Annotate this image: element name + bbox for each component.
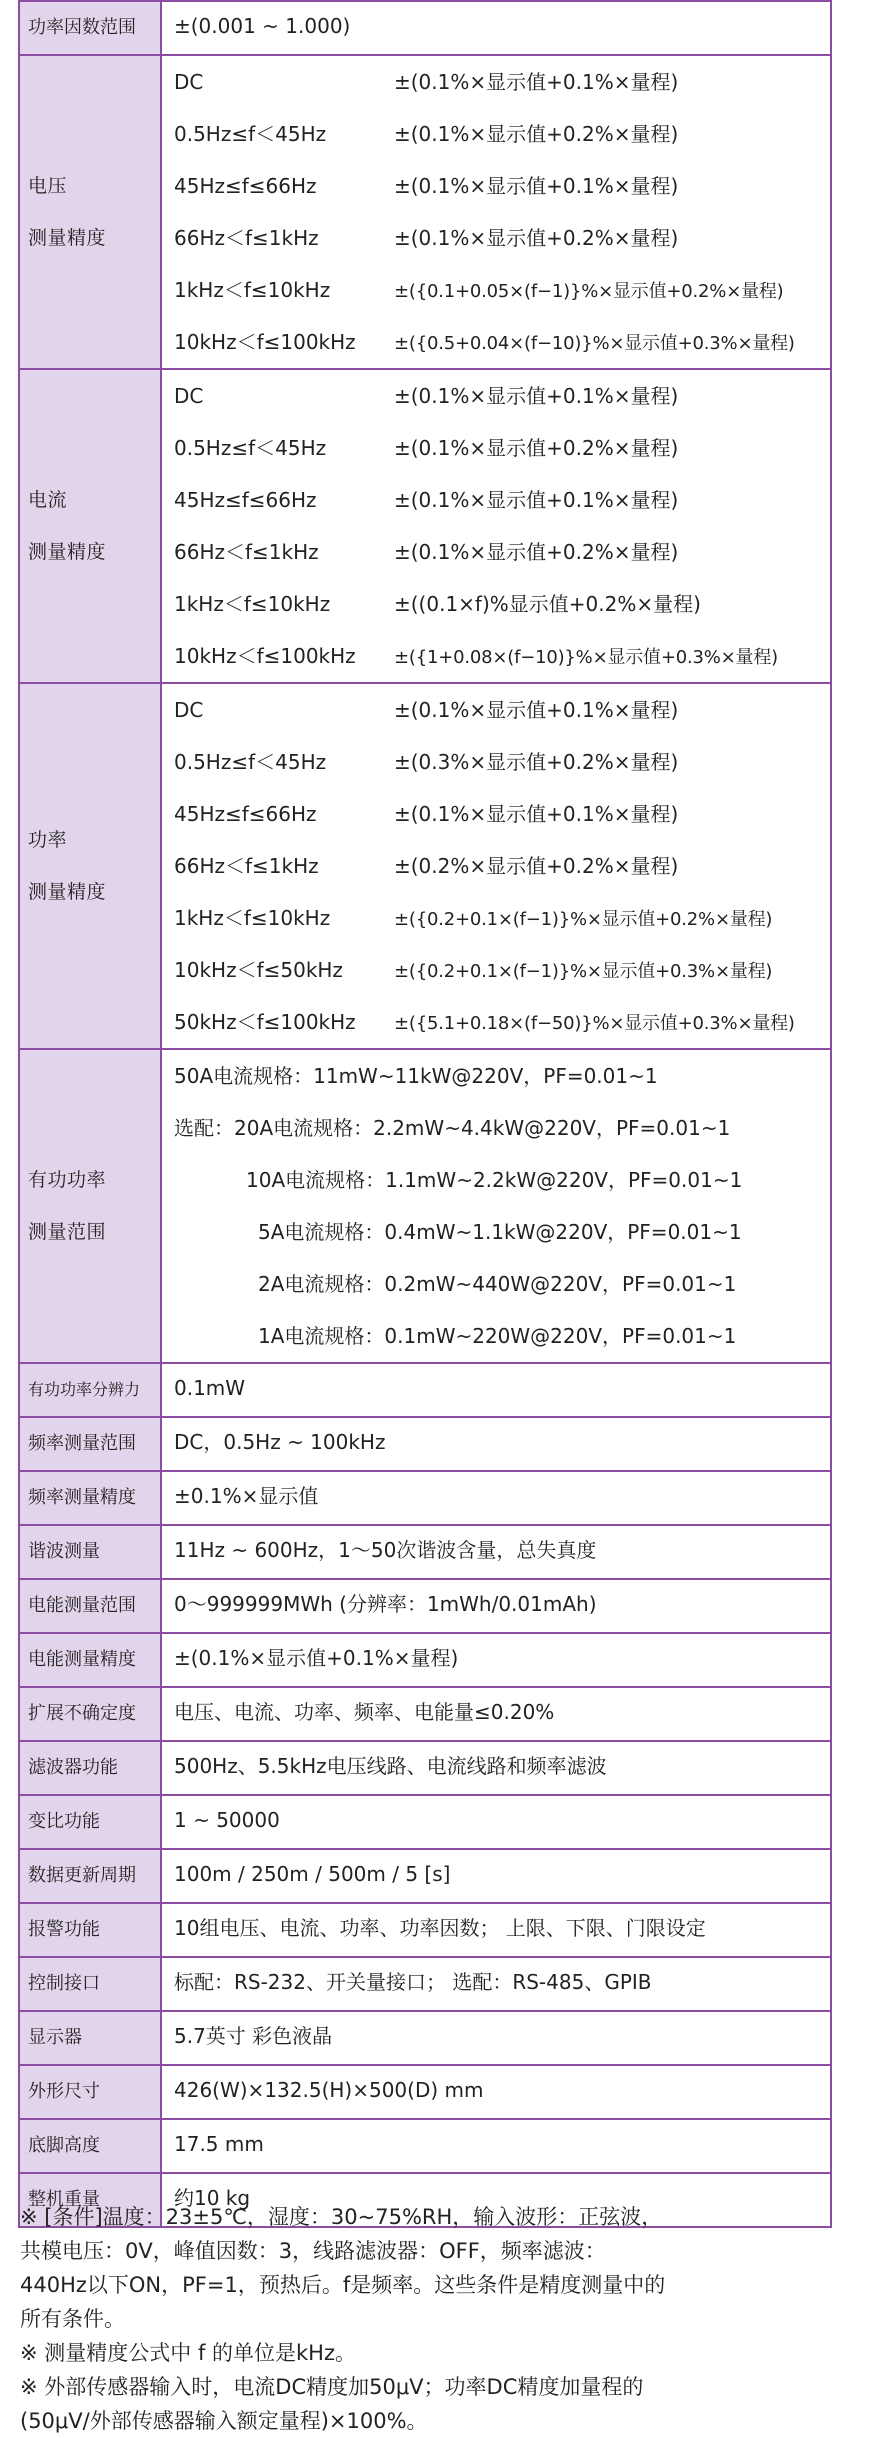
value-text: 0～999999MWh (分辨率：1mWh/0.01mAh) bbox=[174, 1592, 597, 1616]
row-value bbox=[161, 1579, 831, 1633]
table-row bbox=[19, 1471, 831, 1525]
list-item bbox=[174, 944, 830, 996]
list-item: 选配：20A电流规格：2.2mW~4.4kW@220V，PF=0.01~1 bbox=[174, 1116, 731, 1140]
formula: ±({0.2+0.1×(f−1)}%×显示值+0.2%×量程) bbox=[394, 909, 773, 930]
table-row bbox=[19, 369, 831, 683]
value-text: 1 ~ 50000 bbox=[174, 1808, 280, 1832]
row-value bbox=[161, 1795, 831, 1849]
table-row bbox=[19, 1849, 831, 1903]
freq-range: 0.5Hz≤f＜45Hz bbox=[174, 122, 327, 146]
freq-range: 10kHz＜f≤100kHz bbox=[174, 330, 356, 354]
label-line: 有功功率 bbox=[28, 1169, 107, 1191]
table-row bbox=[19, 1957, 831, 2011]
freq-range: 1kHz＜f≤10kHz bbox=[174, 592, 331, 616]
row-value bbox=[161, 1633, 831, 1687]
value-text: ±(0.1%×显示值+0.1%×量程) bbox=[174, 1646, 459, 1670]
list-item bbox=[174, 578, 830, 630]
row-value bbox=[161, 1687, 831, 1741]
row-value bbox=[161, 1471, 831, 1525]
row-label: 控制接口 bbox=[19, 1957, 161, 2011]
formula: ±(0.2%×显示值+0.2%×量程) bbox=[394, 854, 679, 878]
value-text: 17.5 mm bbox=[174, 2132, 264, 2156]
row-label bbox=[19, 683, 161, 1049]
formula: ±((0.1×f)%显示值+0.2%×量程) bbox=[394, 592, 701, 616]
list-item bbox=[174, 892, 830, 944]
formula: ±(0.1%×显示值+0.1%×量程) bbox=[394, 70, 679, 94]
list-item bbox=[174, 264, 830, 316]
value-text: 10组电压、电流、功率、功率因数； 上限、下限、门限设定 bbox=[174, 1916, 706, 1940]
freq-range: 0.5Hz≤f＜45Hz bbox=[174, 436, 327, 460]
table-row bbox=[19, 1741, 831, 1795]
table-row bbox=[19, 2011, 831, 2065]
label-line: 测量范围 bbox=[28, 1221, 107, 1243]
formula: ±(0.1%×显示值+0.2%×量程) bbox=[394, 436, 679, 460]
row-label: 谐波测量 bbox=[19, 1525, 161, 1579]
label-line: 测量精度 bbox=[28, 541, 107, 563]
footnotes bbox=[20, 2200, 820, 2438]
table-row bbox=[19, 2065, 831, 2119]
freq-range: 0.5Hz≤f＜45Hz bbox=[174, 750, 327, 774]
freq-range: DC bbox=[174, 384, 204, 408]
value-text: 标配：RS-232、开关量接口； 选配：RS-485、GPIB bbox=[174, 1970, 652, 1994]
freq-range: DC bbox=[174, 70, 204, 94]
list-item bbox=[174, 422, 830, 474]
formula: ±({0.2+0.1×(f−1)}%×显示值+0.3%×量程) bbox=[394, 961, 773, 982]
freq-range: 66Hz＜f≤1kHz bbox=[174, 854, 319, 878]
table-row bbox=[19, 1417, 831, 1471]
footnote-line: ※ [条件]温度：23±5℃，湿度：30~75%RH，输入波形：正弦波， bbox=[20, 2205, 663, 2229]
list-item: 1A电流规格：0.1mW~220W@220V，PF=0.01~1 bbox=[258, 1324, 737, 1348]
list-item bbox=[174, 370, 830, 422]
table-row bbox=[19, 1633, 831, 1687]
list-item bbox=[174, 630, 830, 682]
table-row bbox=[19, 1363, 831, 1417]
row-label: 频率测量精度 bbox=[19, 1471, 161, 1525]
formula: ±(0.1%×显示值+0.1%×量程) bbox=[394, 174, 679, 198]
list-item bbox=[174, 840, 830, 892]
spec-table bbox=[18, 0, 832, 2228]
formula: ±(0.1%×显示值+0.1%×量程) bbox=[394, 488, 679, 512]
table-row bbox=[19, 1049, 831, 1363]
label-line: 电压 bbox=[28, 175, 68, 197]
power-factor-value: ±(0.001 ~ 1.000) bbox=[174, 14, 351, 38]
footnote-line: (50μV/外部传感器输入额定量程)×100%。 bbox=[20, 2409, 428, 2433]
list-item: 5A电流规格：0.4mW~1.1kW@220V，PF=0.01~1 bbox=[258, 1220, 742, 1244]
row-label: 数据更新周期 bbox=[19, 1849, 161, 1903]
row-value bbox=[161, 2119, 831, 2173]
list-item bbox=[174, 108, 830, 160]
row-value bbox=[161, 2065, 831, 2119]
row-label: 扩展不确定度 bbox=[19, 1687, 161, 1741]
row-label: 功率因数范围 bbox=[19, 1, 161, 55]
row-label: 报警功能 bbox=[19, 1903, 161, 1957]
table-row bbox=[19, 1, 831, 55]
current-accuracy-cell bbox=[161, 369, 831, 683]
list-item: 10A电流规格：1.1mW~2.2kW@220V，PF=0.01~1 bbox=[246, 1168, 743, 1192]
label-line: 测量精度 bbox=[28, 227, 107, 249]
formula: ±(0.1%×显示值+0.2%×量程) bbox=[394, 226, 679, 250]
freq-range: 45Hz≤f≤66Hz bbox=[174, 488, 317, 512]
value-text: 500Hz、5.5kHz电压线路、电流线路和频率滤波 bbox=[174, 1754, 607, 1778]
table-row bbox=[19, 1903, 831, 1957]
list-item: 2A电流规格：0.2mW~440W@220V，PF=0.01~1 bbox=[258, 1272, 737, 1296]
list-item bbox=[174, 474, 830, 526]
freq-range: 45Hz≤f≤66Hz bbox=[174, 802, 317, 826]
formula: ±({0.1+0.05×(f−1)}%×显示值+0.2%×量程) bbox=[394, 281, 784, 302]
row-label: 有功功率分辨力 bbox=[19, 1363, 161, 1417]
active-power-range-cell bbox=[161, 1049, 831, 1363]
table-row bbox=[19, 1687, 831, 1741]
footnote-line: 440Hz以下ON，PF=1，预热后。f是频率。这些条件是精度测量中的 bbox=[20, 2273, 666, 2297]
formula: ±({5.1+0.18×(f−50)}%×显示值+0.3%×量程) bbox=[394, 1013, 795, 1034]
formula: ±(0.1%×显示值+0.1%×量程) bbox=[394, 384, 679, 408]
list-item bbox=[174, 160, 830, 212]
row-label: 电能测量范围 bbox=[19, 1579, 161, 1633]
freq-range: 10kHz＜f≤100kHz bbox=[174, 644, 356, 668]
list-item bbox=[174, 212, 830, 264]
row-value bbox=[161, 2011, 831, 2065]
row-label: 显示器 bbox=[19, 2011, 161, 2065]
label-line: 功率 bbox=[28, 829, 68, 851]
list-item: 50A电流规格：11mW~11kW@220V，PF=0.01~1 bbox=[174, 1064, 658, 1088]
list-item bbox=[174, 526, 830, 578]
value-text: DC，0.5Hz ~ 100kHz bbox=[174, 1430, 386, 1454]
table-row bbox=[19, 2119, 831, 2173]
list-item bbox=[174, 996, 830, 1048]
freq-range: 50kHz＜f≤100kHz bbox=[174, 1010, 356, 1034]
row-value bbox=[161, 1525, 831, 1579]
value-text: ±0.1%×显示值 bbox=[174, 1484, 319, 1508]
list-item bbox=[174, 316, 830, 368]
formula: ±(0.1%×显示值+0.2%×量程) bbox=[394, 540, 679, 564]
row-label bbox=[19, 369, 161, 683]
table-row bbox=[19, 55, 831, 369]
value-text: 5.7英寸 彩色液晶 bbox=[174, 2024, 333, 2048]
value-text: 约10 kg bbox=[174, 2186, 251, 2210]
row-label: 电能测量精度 bbox=[19, 1633, 161, 1687]
freq-range: 1kHz＜f≤10kHz bbox=[174, 906, 331, 930]
table-row bbox=[19, 1795, 831, 1849]
row-label: 底脚高度 bbox=[19, 2119, 161, 2173]
label-line: 测量精度 bbox=[28, 881, 107, 903]
row-label: 整机重量 bbox=[19, 2173, 161, 2227]
row-value bbox=[161, 1741, 831, 1795]
row-label: 变比功能 bbox=[19, 1795, 161, 1849]
value-text: 电压、电流、功率、频率、电能量≤0.20% bbox=[174, 1700, 555, 1724]
formula: ±(0.1%×显示值+0.2%×量程) bbox=[394, 122, 679, 146]
footnote-line: ※ 测量精度公式中 f 的单位是kHz。 bbox=[20, 2341, 356, 2365]
footnote-line: ※ 外部传感器输入时，电流DC精度加50μV；功率DC精度加量程的 bbox=[20, 2375, 644, 2399]
list-item bbox=[174, 684, 830, 736]
freq-range: DC bbox=[174, 698, 204, 722]
row-value bbox=[161, 1903, 831, 1957]
value-text: 11Hz ~ 600Hz，1～50次谐波含量，总失真度 bbox=[174, 1538, 597, 1562]
list-item bbox=[174, 788, 830, 840]
table-row bbox=[19, 683, 831, 1049]
footnote-line: 所有条件。 bbox=[20, 2307, 125, 2331]
value-text: 100m / 250m / 500m / 5 [s] bbox=[174, 1862, 451, 1886]
value-text: 0.1mW bbox=[174, 1376, 246, 1400]
formula: ±(0.1%×显示值+0.1%×量程) bbox=[394, 802, 679, 826]
freq-range: 66Hz＜f≤1kHz bbox=[174, 226, 319, 250]
voltage-accuracy-cell bbox=[161, 55, 831, 369]
formula: ±({1+0.08×(f−10)}%×显示值+0.3%×量程) bbox=[394, 647, 778, 668]
formula: ±(0.3%×显示值+0.2%×量程) bbox=[394, 750, 679, 774]
row-value bbox=[161, 1, 831, 55]
row-label: 频率测量范围 bbox=[19, 1417, 161, 1471]
table-row bbox=[19, 1579, 831, 1633]
freq-range: 45Hz≤f≤66Hz bbox=[174, 174, 317, 198]
list-item bbox=[174, 56, 830, 108]
formula: ±({0.5+0.04×(f−10)}%×显示值+0.3%×量程) bbox=[394, 333, 795, 354]
row-value bbox=[161, 1849, 831, 1903]
label-line: 电流 bbox=[28, 489, 68, 511]
row-label bbox=[19, 1049, 161, 1363]
footnote-line: 共模电压：0V，峰值因数：3，线路滤波器：OFF，频率滤波： bbox=[20, 2239, 606, 2263]
row-label: 外形尺寸 bbox=[19, 2065, 161, 2119]
value-text: 426(W)×132.5(H)×500(D) mm bbox=[174, 2078, 484, 2102]
freq-range: 10kHz＜f≤50kHz bbox=[174, 958, 343, 982]
row-value bbox=[161, 1417, 831, 1471]
power-accuracy-cell bbox=[161, 683, 831, 1049]
table-row bbox=[19, 1525, 831, 1579]
freq-range: 1kHz＜f≤10kHz bbox=[174, 278, 331, 302]
row-value bbox=[161, 1363, 831, 1417]
row-value bbox=[161, 1957, 831, 2011]
formula: ±(0.1%×显示值+0.1%×量程) bbox=[394, 698, 679, 722]
row-label: 滤波器功能 bbox=[19, 1741, 161, 1795]
list-item bbox=[174, 736, 830, 788]
freq-range: 66Hz＜f≤1kHz bbox=[174, 540, 319, 564]
row-label bbox=[19, 55, 161, 369]
